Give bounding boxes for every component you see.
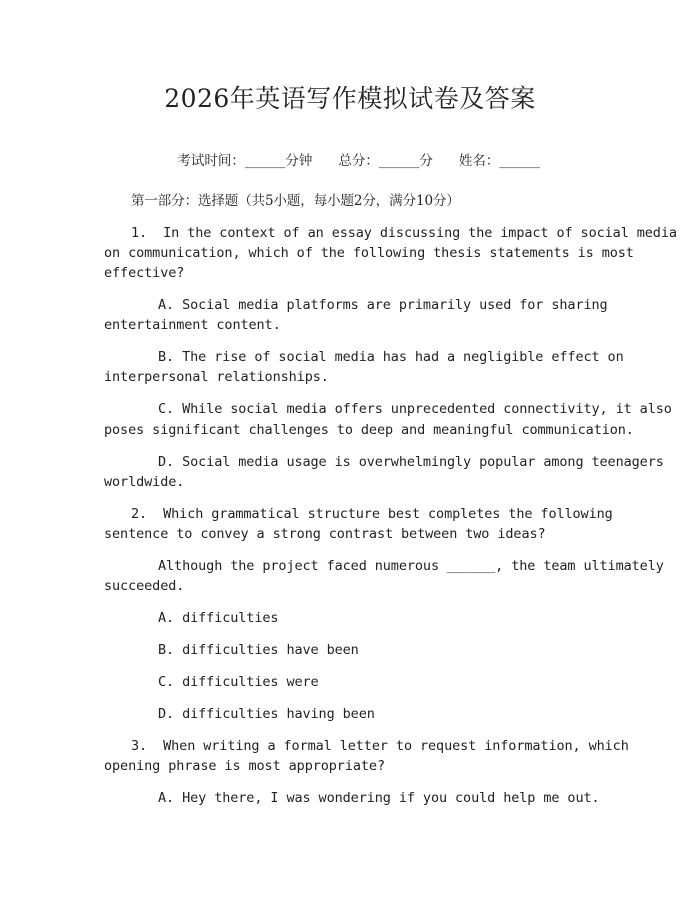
question-1-option-a-line-1: A. Social media platforms are primarily used for sharing	[158, 297, 608, 313]
question-3-option-a: A. Hey there, I was wondering if you could help me out.	[158, 790, 600, 806]
question-2-sentence-line-1: Although the project faced numerous ______, the team ultimately	[158, 558, 664, 574]
question-2-stem-line-2: sentence to convey a strong contrast between two ideas?	[104, 526, 546, 542]
exam-time-field: 考试时间：______分钟	[177, 153, 313, 169]
question-1-stem-line-2: on communication, which of the following thesis statements is most	[104, 245, 634, 261]
question-3-stem-line-1: 3. When writing a formal letter to request information, which	[131, 738, 629, 754]
question-1-option-a-line-2: entertainment content.	[104, 317, 281, 333]
question-1-stem-line-3: effective?	[104, 265, 185, 281]
question-2-stem-line-1: 2. Which grammatical structure best completes the following	[131, 506, 613, 522]
question-1-option-d-line-2: worldwide.	[104, 474, 185, 490]
question-3-stem-line-2: opening phrase is most appropriate?	[104, 758, 385, 774]
question-2-option-b: B. difficulties have been	[158, 642, 359, 658]
section-heading: 第一部分：选择题（共5小题，每小题2分，满分10分）	[131, 193, 460, 209]
question-2-option-c: C. difficulties were	[158, 674, 319, 690]
exam-meta-line	[0, 131, 700, 191]
question-1-stem-line-1: 1. In the context of an essay discussing the impact of social media	[131, 225, 677, 241]
question-1-option-c-line-2: poses significant challenges to deep and meaningful communication.	[104, 422, 634, 438]
total-score-field: 总分：______分	[338, 153, 433, 169]
question-1-option-b-line-2: interpersonal relationships.	[104, 369, 329, 385]
question-2-sentence-line-2: succeeded.	[104, 578, 185, 594]
question-2-option-d: D. difficulties having been	[158, 706, 375, 722]
question-1-option-d-line-1: D. Social media usage is overwhelmingly popular among teenagers	[158, 454, 664, 470]
question-2-option-a: A. difficulties	[158, 610, 279, 626]
question-1-option-c-line-1: C. While social media offers unprecedented connectivity, it also	[158, 401, 672, 417]
page-title: 2026年英语写作模拟试卷及答案	[164, 84, 536, 113]
question-1-option-b-line-1: B. The rise of social media has had a negligible effect on	[158, 349, 624, 365]
name-field: 姓名：______	[458, 153, 540, 169]
